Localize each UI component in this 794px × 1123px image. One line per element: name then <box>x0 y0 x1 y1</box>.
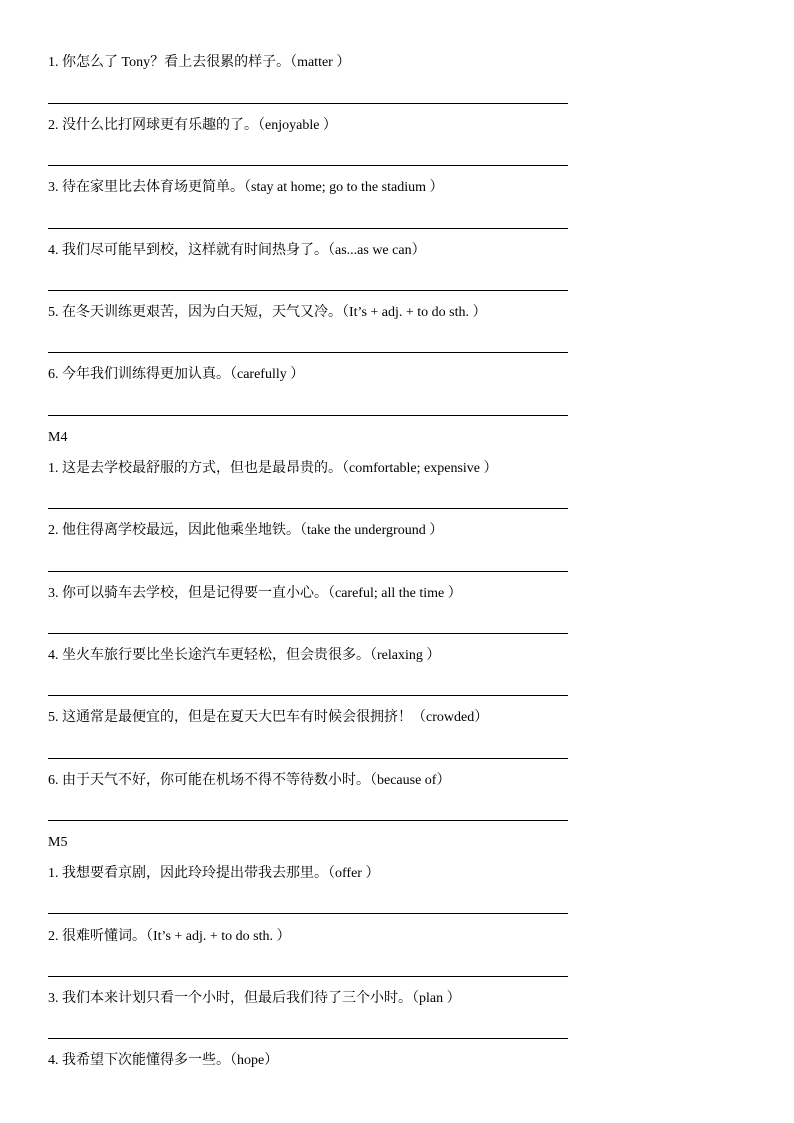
question-text: 6. 今年我们训练得更加认真。（carefully ） <box>48 367 305 382</box>
question-text: 1. 我想要看京剧，因此玲玲提出带我去那里。（offer ） <box>48 866 380 881</box>
answer-line <box>48 290 568 291</box>
question-text: 5. 在冬天训练更艰苦，因为白天短，天气又冷。（It’s + adj. + to do sth. ） <box>48 305 487 320</box>
answer-line <box>48 165 568 166</box>
answer-line <box>48 695 568 696</box>
question-text: 1. 这是去学校最舒服的方式，但也是最昂贵的。（comfortable; expensive ） <box>48 461 498 476</box>
question-text: 3. 我们本来计划只看一个小时，但最后我们待了三个小时。（plan ） <box>48 991 461 1006</box>
answer-line <box>48 415 568 416</box>
answer-line <box>48 352 568 353</box>
section-heading-m5: M5 <box>48 835 68 850</box>
question-text: 4. 我希望下次能懂得多一些。（hope） <box>48 1053 279 1068</box>
question-text: 3. 你可以骑车去学校，但是记得要一直小心。（careful; all the time ） <box>48 586 462 601</box>
answer-line <box>48 758 568 759</box>
answer-line <box>48 1038 568 1039</box>
answer-line <box>48 633 568 634</box>
question-text: 1. 你怎么了 Tony？看上去很累的样子。（matter ） <box>48 55 351 70</box>
section-heading-m4: M4 <box>48 430 68 445</box>
answer-line <box>48 571 568 572</box>
question-text: 3. 待在家里比去体育场更简单。（stay at home; go to the stadium ） <box>48 180 444 195</box>
answer-line <box>48 976 568 977</box>
question-text: 2. 没什么比打网球更有乐趣的了。（enjoyable ） <box>48 118 337 133</box>
question-text: 6. 由于天气不好，你可能在机场不得不等待数小时。（because of） <box>48 773 451 788</box>
answer-line <box>48 228 568 229</box>
answer-line <box>48 820 568 821</box>
question-text: 2. 很难听懂词。（It’s + adj. + to do sth. ） <box>48 929 291 944</box>
answer-line <box>48 103 568 104</box>
question-text: 4. 我们尽可能早到校，这样就有时间热身了。（as...as we can） <box>48 243 426 258</box>
question-text: 4. 坐火车旅行要比坐长途汽车更轻松，但会贵很多。（relaxing ） <box>48 648 441 663</box>
answer-line <box>48 508 568 509</box>
question-text: 2. 他住得离学校最远，因此他乘坐地铁。（take the underground ） <box>48 523 444 538</box>
answer-line <box>48 913 568 914</box>
question-text: 5. 这通常是最便宜的，但是在夏天大巴车有时候会很拥挤！（crowded） <box>48 710 489 725</box>
